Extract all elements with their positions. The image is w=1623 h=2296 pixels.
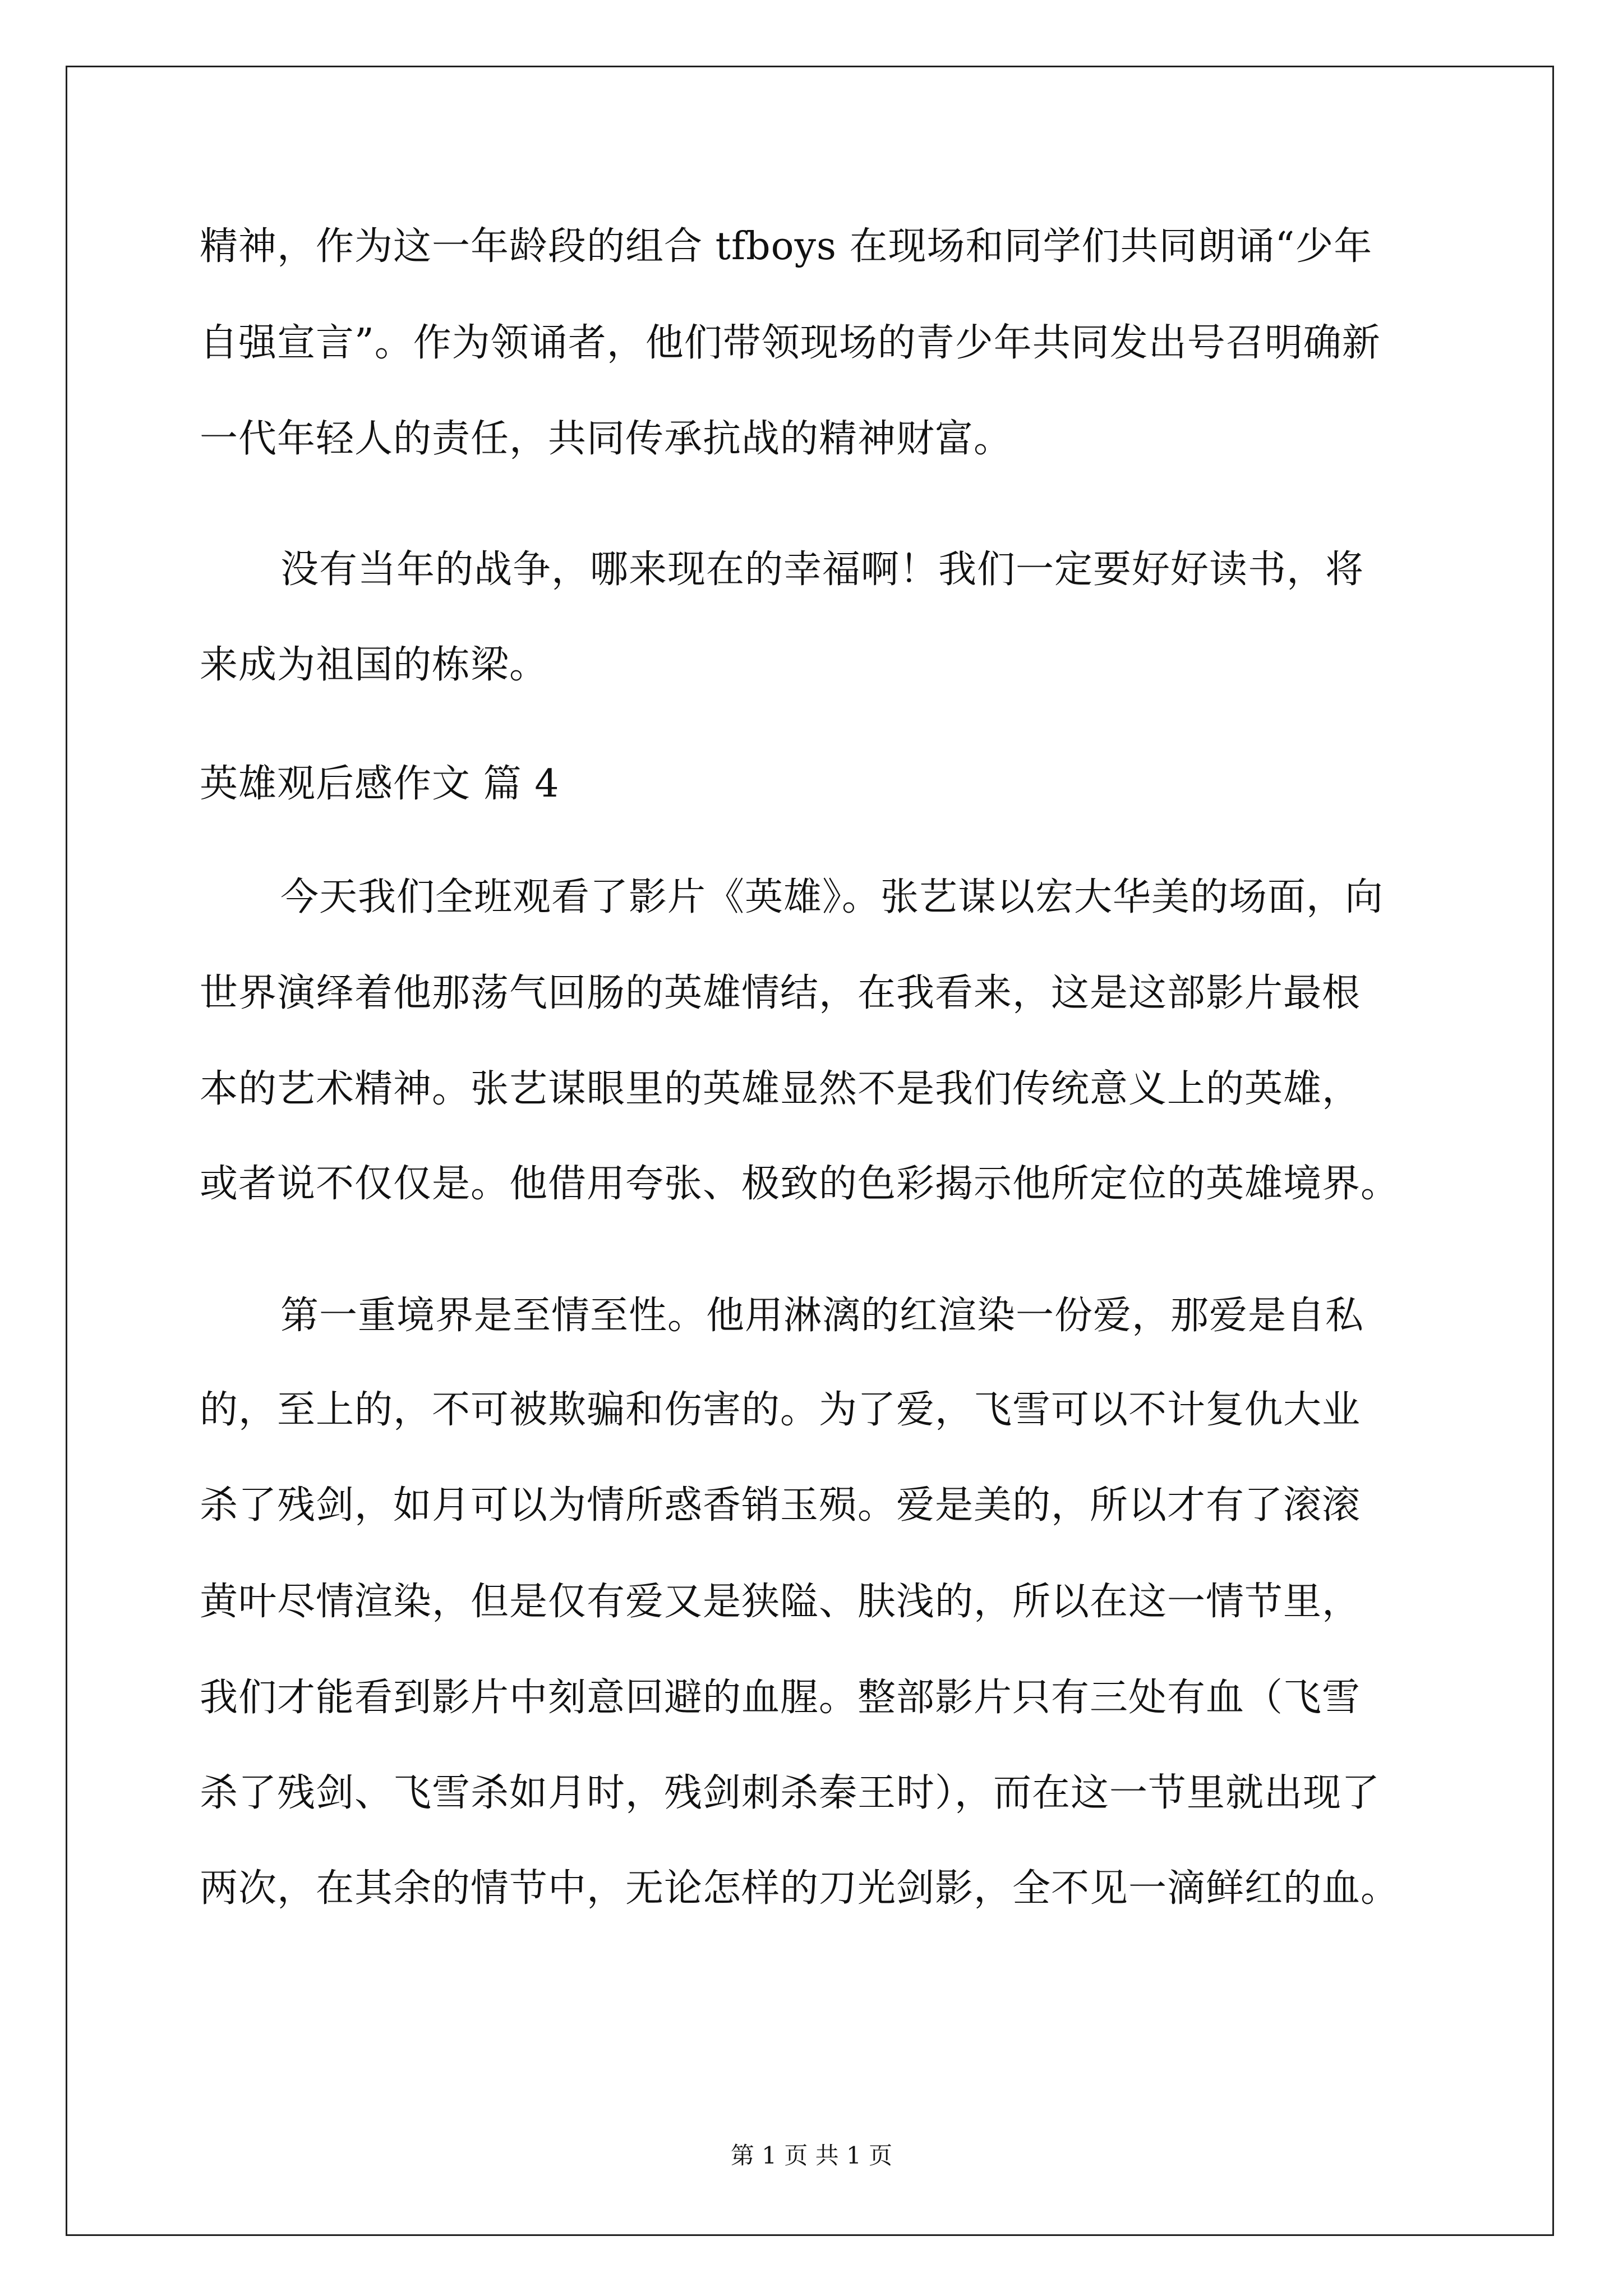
text-line-5: 来成为祖国的栋梁。 — [200, 643, 548, 687]
text-line-10: 或者说不仅仅是。他借用夸张、极致的色彩揭示他所定位的英雄境界。 — [200, 1162, 1400, 1206]
text-line-15: 我们才能看到影片中刻意回避的血腥。整部影片只有三处有血（飞雪 — [200, 1676, 1361, 1720]
section-heading: 英雄观后感作文 篇 4 — [200, 762, 560, 806]
text-line-12: 的，至上的，不可被欺骗和伤害的。为了爱，飞雪可以不计复仇大业 — [200, 1388, 1361, 1432]
text-line-2: 自强宣言”。作为领诵者，他们带领现场的青少年共同发出号召明确新 — [200, 321, 1381, 365]
text-line-1: 精神，作为这一年龄段的组合 tfboys 在现场和同学们共同朗诵“少年 — [200, 224, 1373, 269]
text-line-8: 世界演绎着他那荡气回肠的英雄情结，在我看来，这是这部影片最根 — [200, 971, 1361, 1015]
text-line-13: 杀了残剑，如月可以为情所惑香销玉殒。爱是美的，所以才有了滚滚 — [200, 1483, 1361, 1527]
text-line-16: 杀了残剑、飞雪杀如月时，残剑刺杀秦王时），而在这一节里就出现了 — [200, 1771, 1381, 1815]
text-line-4: 没有当年的战争，哪来现在的幸福啊！我们一定要好好读书，将 — [280, 547, 1364, 592]
text-line-7: 今天我们全班观看了影片《英雄》。张艺谋以宏大华美的场面，向 — [280, 875, 1384, 919]
text-line-14: 黄叶尽情渲染，但是仅有爱又是狭隘、肤浅的，所以在这一情节里， — [200, 1580, 1361, 1624]
text-line-11: 第一重境界是至情至性。他用淋漓的红渲染一份爱，那爱是自私 — [280, 1294, 1364, 1338]
text-line-17: 两次，在其余的情节中，无论怎样的刀光剑影，全不见一滴鲜红的血。 — [200, 1866, 1400, 1911]
text-line-9: 本的艺术精神。张艺谋眼里的英雄显然不是我们传统意义上的英雄， — [200, 1067, 1361, 1111]
text-line-3: 一代年轻人的责任，共同传承抗战的精神财富。 — [200, 417, 1013, 461]
page-footer: 第 1 页 共 1 页 — [730, 2142, 893, 2169]
